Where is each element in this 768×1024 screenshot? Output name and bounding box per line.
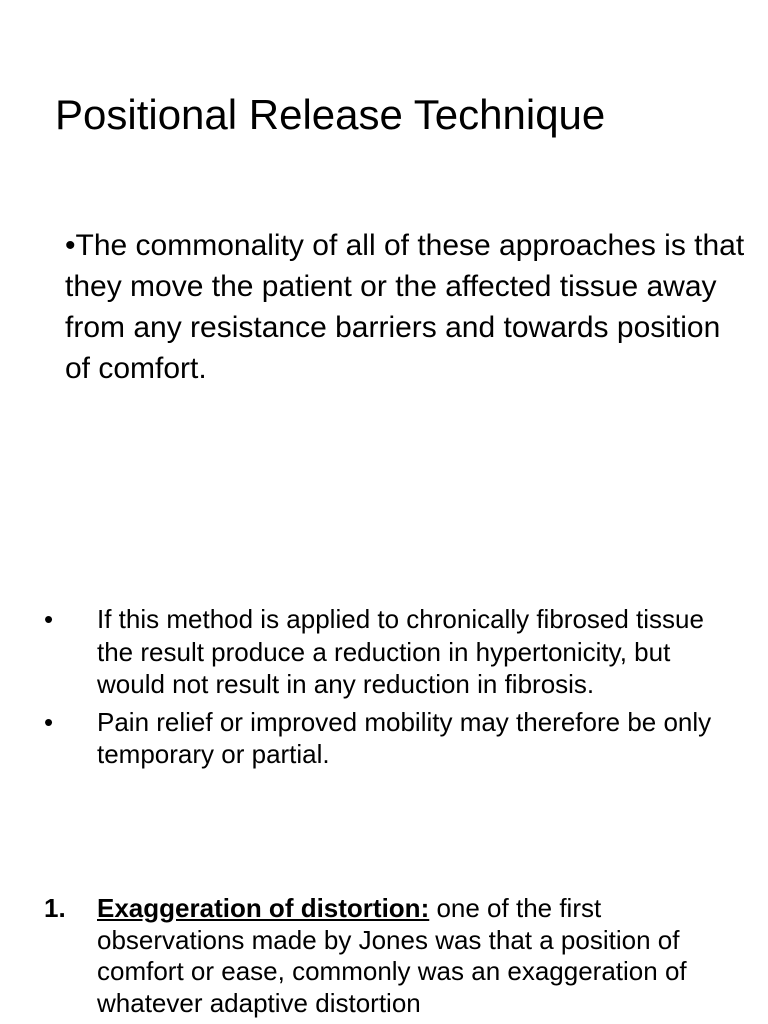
- bullet-item: [0, 603, 768, 701]
- bullet-item: [0, 706, 768, 771]
- numbered-item: [0, 893, 768, 1019]
- bullet-marker: •: [44, 706, 54, 737]
- item-text: one of the first observations made by Jones was that a position of comfort or ease, commonly was an exaggeration of whatever adaptive distortion: [97, 893, 687, 1018]
- bullet-list: [0, 603, 768, 771]
- item-term: Exaggeration of distortion:: [97, 893, 430, 923]
- intro-bullet: •: [65, 229, 76, 262]
- item-number: 1.: [44, 893, 66, 923]
- bullet-text: If this method is applied to chronically fibrosed tissue the result produce a reduction in hypertonicity, but would not result in any reduction in fibrosis.: [97, 604, 704, 699]
- numbered-list: [0, 893, 768, 1019]
- bullet-text: Pain relief or improved mobility may therefore be only temporary or partial.: [97, 706, 712, 769]
- bullet-marker: •: [44, 604, 54, 634]
- intro-text: The commonality of all of these approaches is that they move the patient or the affected tissue away from any resistance barriers and towards position of comfort.: [65, 229, 745, 385]
- intro-paragraph: [65, 225, 745, 389]
- slide-title: Positional Release Technique: [55, 91, 606, 138]
